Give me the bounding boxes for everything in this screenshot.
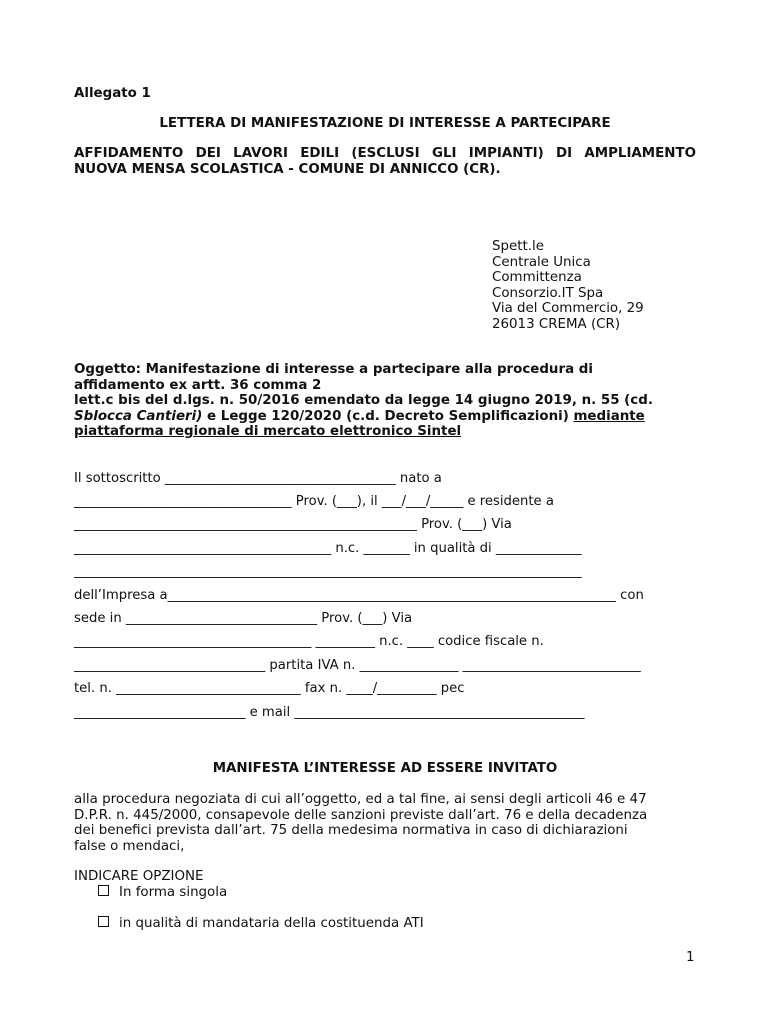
form-line: _________________________________ Prov. (___), il ___/___/_____ e residente a [74,494,554,509]
subject-title-line-1: AFFIDAMENTO DEI LAVORI EDILI (ESCLUSI GLI IMPIANTI) DI AMPLIAMENTO [74,146,696,161]
oggetto-block [74,362,704,440]
recipient-line: 26013 CREMA (CR) [492,316,621,332]
option-label: In forma singola [119,885,228,900]
page-number: 1 [686,950,695,965]
letter-title: LETTERA DI MANIFESTAZIONE DI INTERESSE A PARTECIPARE [159,116,611,131]
form-line: _____________________________________________________________________________ [74,564,582,579]
oggetto-line: Oggetto: Manifestazione di interesse a partecipare alla procedura di [74,362,593,377]
body-paragraph [74,792,704,854]
oggetto-line [74,409,704,425]
oggetto-line: affidamento ex artt. 36 comma 2 [74,377,322,393]
recipient-address [492,239,644,333]
checkbox-icon[interactable] [98,916,109,927]
option-forma-singola[interactable] [98,885,227,900]
form-line: dell’Impresa a____________________________________________________________________ con [74,588,644,603]
paragraph-line: false o mendaci, [74,838,185,854]
oggetto-underlined: mediante [573,408,645,424]
oggetto-italic: Sblocca Cantieri) [74,408,203,424]
form-line: Il sottoscritto ___________________________________ nato a [74,471,442,486]
recipient-line: Via del Commercio, 29 [492,301,644,317]
form-line: tel. n. ____________________________ fax n. ____/_________ pec [74,681,465,696]
recipient-line: Consorzio.IT Spa [492,285,604,301]
paragraph-line: dei benefici prevista dall’art. 75 della medesima normativa in caso di dichiarazioni [74,823,628,839]
paragraph-line: alla procedura negoziata di cui all’oggetto, ed a tal fine, ai sensi degli articoli 46 e 47 [74,792,647,807]
recipient-line: Centrale Unica [492,254,591,270]
recipient-line: Committenza [492,270,582,286]
recipient-line: Spett.le [492,239,544,254]
form-line: ____________________________________________________ Prov. (___) Via [74,517,512,532]
form-line: __________________________ e mail ____________________________________________ [74,705,585,720]
allegato-label: Allegato 1 [74,86,151,101]
paragraph-line: D.P.R. n. 445/2000, consapevole delle sanzioni previste dall’art. 76 e della decadenza [74,807,648,823]
indicare-opzione-label: INDICARE OPZIONE [74,869,204,884]
manifesta-heading: MANIFESTA L’INTERESSE AD ESSERE INVITATO [212,761,558,776]
oggetto-line: lett.c bis del d.lgs. n. 50/2016 emendato da legge 14 giugno 2019, n. 55 (cd. [74,393,653,409]
checkbox-icon[interactable] [98,885,109,896]
form-line: ____________________________________ _________ n.c. ____ codice fiscale n. [74,634,544,649]
option-label: in qualità di mandataria della costituenda ATI [119,916,424,931]
form-line: _____________________________ partita IVA n. _______________ ___________________________ [74,658,641,673]
oggetto-line-underlined: piattaforma regionale di mercato elettronico Sintel [74,424,462,440]
form-line: _______________________________________ n.c. _______ in qualità di _____________ [74,541,582,556]
subject-title-line-2: NUOVA MENSA SCOLASTICA - COMUNE DI ANNICCO (CR). [74,162,501,177]
form-line: sede in _____________________________ Prov. (___) Via [74,611,413,626]
option-mandataria-ati[interactable] [98,916,424,931]
oggetto-text: e Legge 120/2020 (c.d. Decreto Semplificazioni) [202,408,574,424]
